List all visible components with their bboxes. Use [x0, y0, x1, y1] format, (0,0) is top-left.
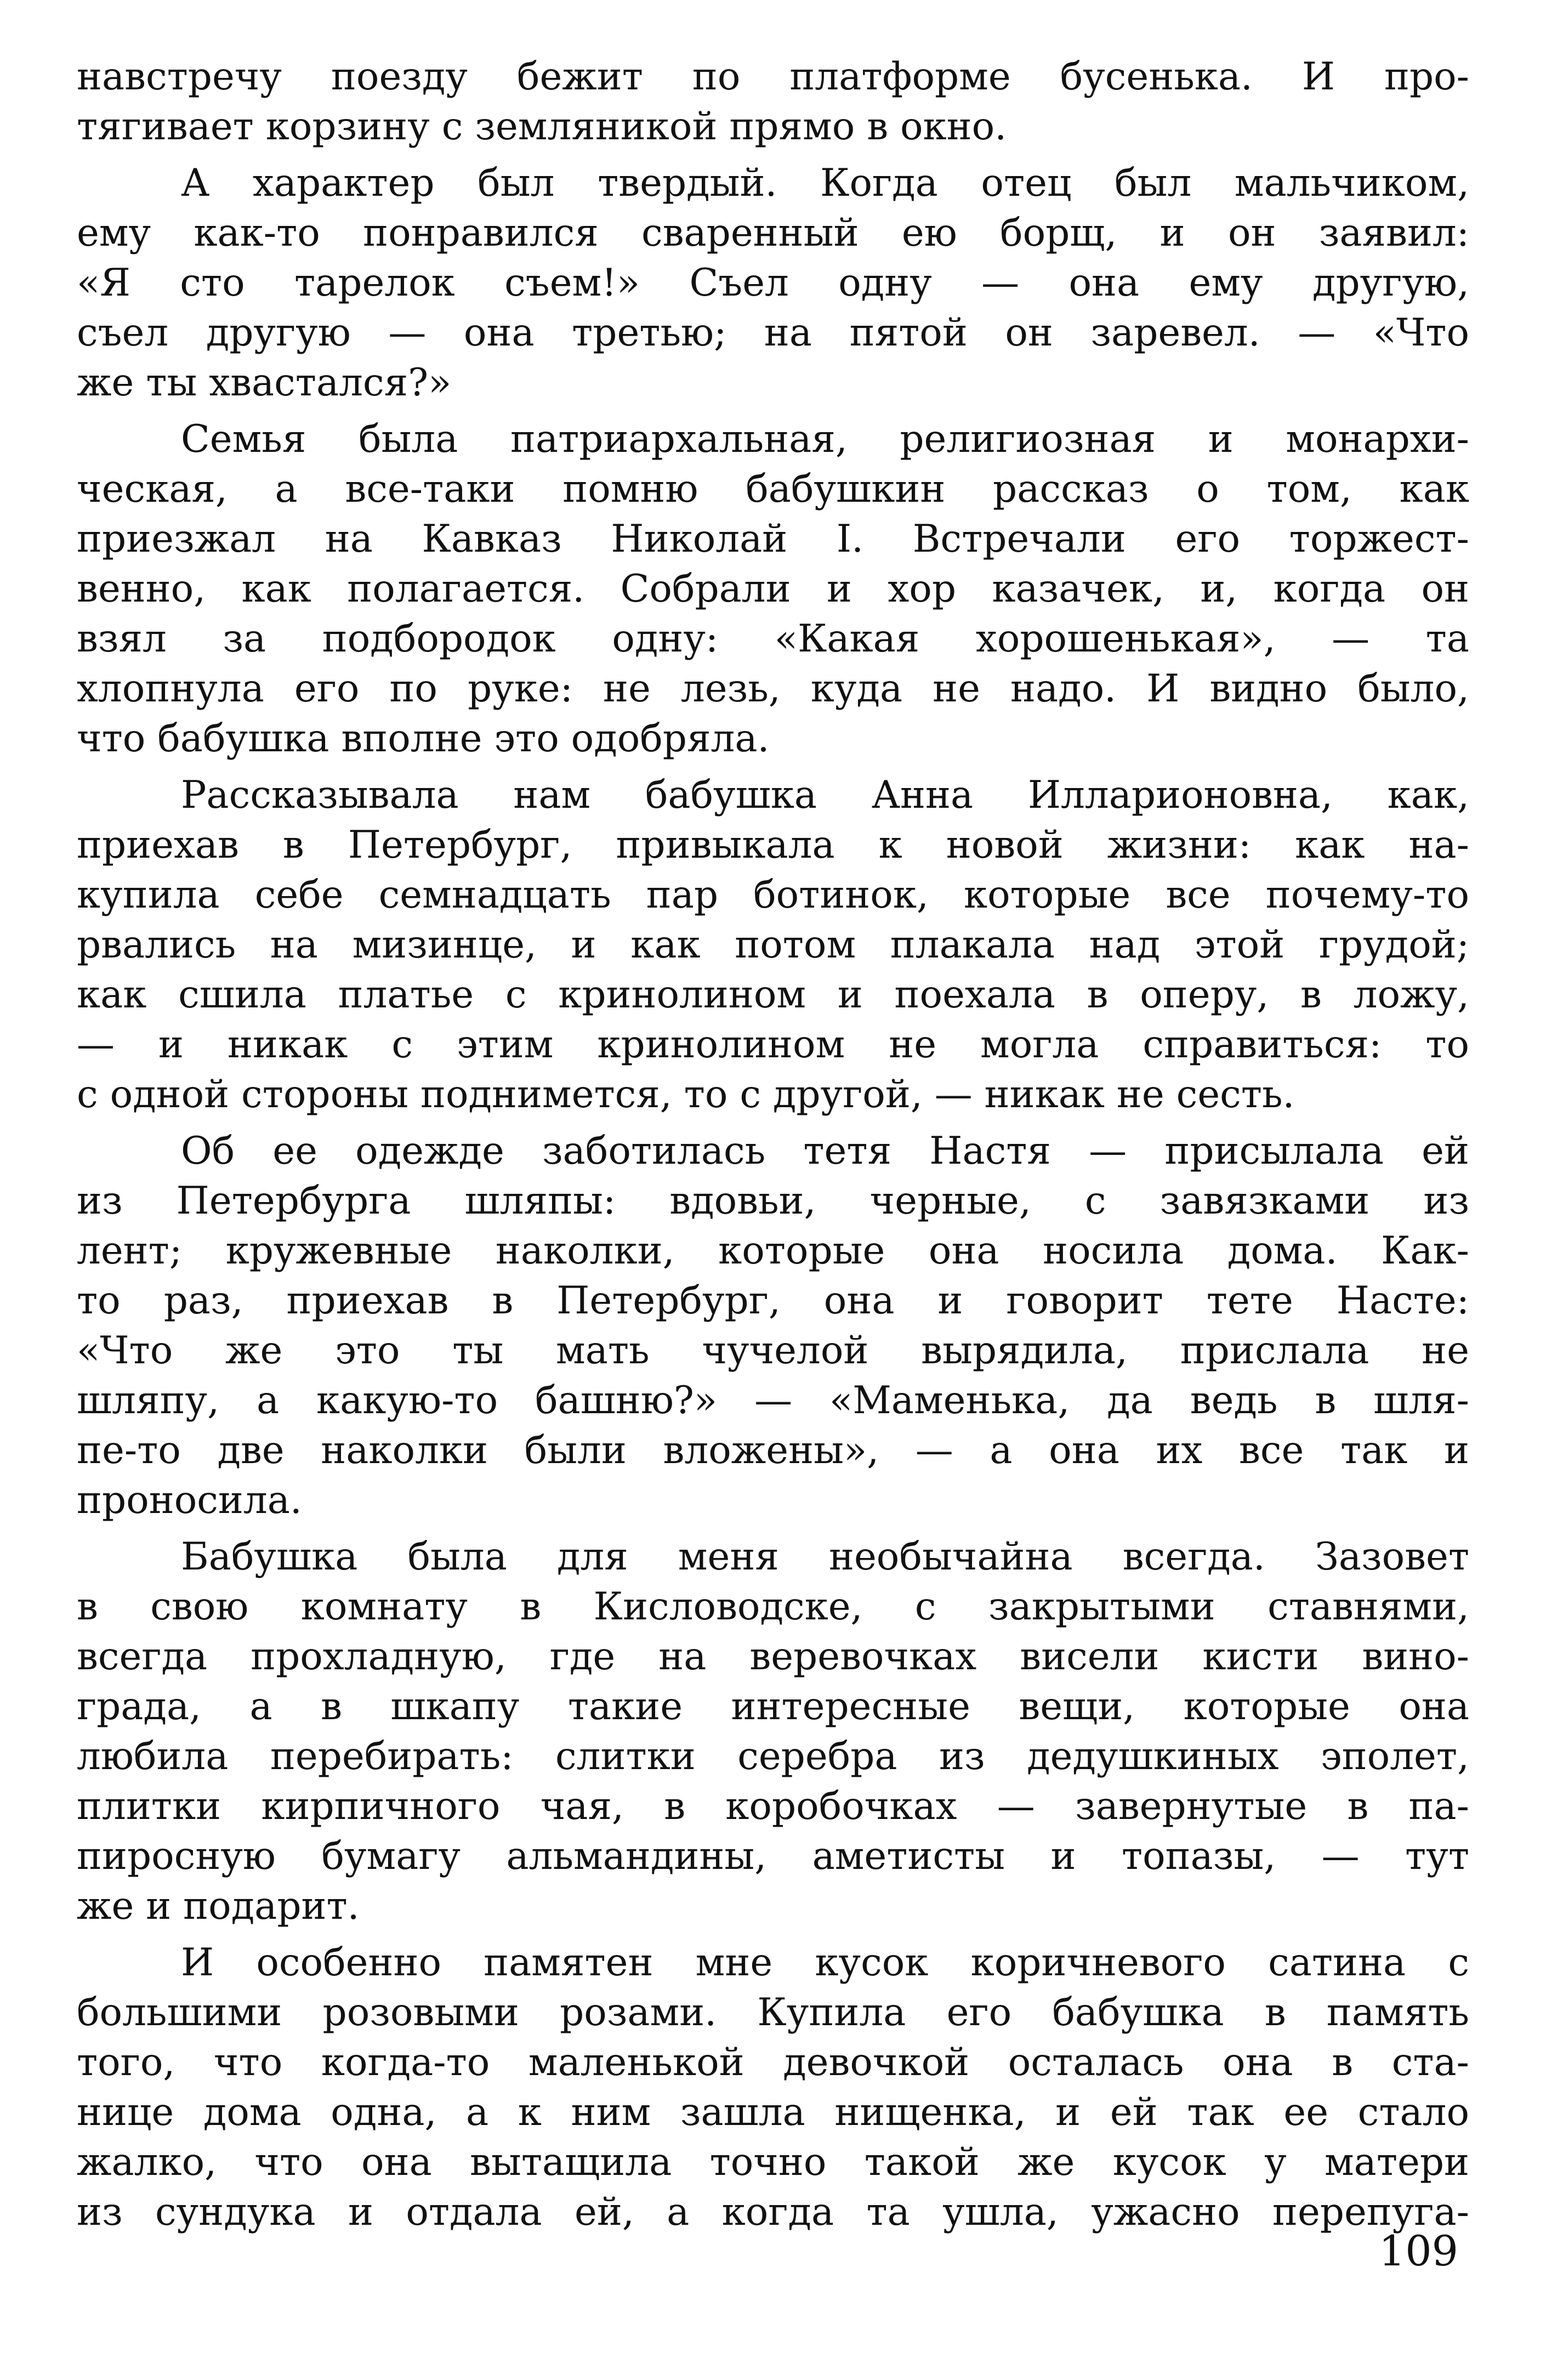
text-line: приезжал на Кавказ Николай I. Встречали его торжест- [77, 517, 1469, 561]
text-line: «Что же это ты мать чучелой вырядила, прислала не [77, 1329, 1469, 1373]
text-line: рвались на мизинце, и как потом плакала над этой грудой; [77, 923, 1469, 967]
text-line: Семья была патриархальная, религиозная и монархи- [181, 417, 1469, 461]
text-line: лент; кружевные наколки, которые она носила дома. Как- [77, 1229, 1469, 1273]
text-line: то раз, приехав в Петербург, она и говорит тете Насте: [77, 1279, 1469, 1323]
text-line: ему как-то понравился сваренный ею борщ, и он заявил: [77, 211, 1469, 255]
paragraph [77, 770, 1469, 1120]
paragraph-gap [77, 764, 1469, 770]
text-line: Рассказывала нам бабушка Анна Илларионовна, как, [181, 773, 1469, 817]
text-line: с одной стороны поднимется, то с другой, — никак не сесть. [77, 1073, 1295, 1117]
text-line: купила себе семнадцать пар ботинок, которые все почему-то [77, 873, 1469, 917]
text-line: Бабушка была для меня необычайна всегда. Зазовет [181, 1535, 1469, 1579]
paragraph-gap [77, 1526, 1469, 1532]
paragraph [77, 1938, 1469, 2237]
text-line: же ты хвастался?» [77, 361, 452, 405]
paragraph-gap [77, 152, 1469, 158]
text-line: А характер был твердый. Когда отец был мальчиком, [181, 161, 1469, 205]
paragraph-gap [77, 1120, 1469, 1126]
text-line: ческая, а все-таки помню бабушкин рассказ о том, как [77, 467, 1469, 511]
page-number: 109 [1378, 2226, 1458, 2275]
text-line: съел другую — она третью; на пятой он заревел. — «Что [77, 311, 1469, 355]
text-line: из Петербурга шляпы: вдовьи, черные, с завязками из [77, 1179, 1469, 1223]
text-line: шляпу, а какую-то башню?» — «Маменька, да ведь в шля- [77, 1379, 1469, 1423]
text-line: в свою комнату в Кисловодске, с закрытыми ставнями, [77, 1585, 1469, 1629]
text-line: Об ее одежде заботилась тетя Настя — присылала ей [181, 1129, 1469, 1173]
paragraph [77, 1126, 1469, 1526]
text-line: жалко, что она вытащила точно такой же кусок у матери [77, 2140, 1469, 2184]
text-line: всегда прохладную, где на веревочках висели кисти вино- [77, 1635, 1469, 1679]
paragraph [77, 1532, 1469, 1931]
text-line: приехав в Петербург, привыкала к новой жизни: как на- [77, 823, 1469, 867]
text-line: «Я сто тарелок съем!» Съел одну — она ему другую, [77, 261, 1469, 305]
text-line: того, что когда-то маленькой девочкой осталась она в ста- [77, 2041, 1469, 2084]
body-text [77, 52, 1469, 2237]
text-line: града, а в шкапу такие интересные вещи, которые она [77, 1685, 1469, 1729]
text-line: пиросную бумагу альмандины, аметисты и топазы, — тут [77, 1834, 1469, 1878]
text-line: как сшила платье с кринолином и поехала в оперу, в ложу, [77, 973, 1469, 1017]
text-line: пе-то две наколки были вложены», — а она их все так и [77, 1429, 1469, 1472]
text-line: взял за подбородок одну: «Какая хорошенькая», — та [77, 617, 1469, 661]
paragraph-gap [77, 408, 1469, 415]
text-line: хлопнула его по руке: не лезь, куда не надо. И видно было, [77, 667, 1469, 711]
text-line: большими розовыми розами. Купила его бабушка в память [77, 1991, 1469, 2035]
text-line: нице дома одна, а к ним зашла нищенка, и ей так ее стало [77, 2090, 1469, 2134]
text-line: И особенно памятен мне кусок коричневого сатина с [181, 1941, 1469, 1985]
paragraph [77, 52, 1469, 152]
paragraph [77, 415, 1469, 764]
text-line: проносила. [77, 1478, 302, 1522]
text-line: из сундука и отдала ей, а когда та ушла, ужасно перепуга- [77, 2190, 1469, 2234]
text-line: венно, как полагается. Собрали и хор казачек, и, когда он [77, 567, 1469, 611]
text-line: плитки кирпичного чая, в коробочках — завернутые в па- [77, 1784, 1469, 1828]
text-line: любила перебирать: слитки серебра из дедушкиных эполет, [77, 1735, 1469, 1778]
paragraph [77, 158, 1469, 408]
text-line: — и никак с этим кринолином не могла справиться: то [77, 1023, 1469, 1067]
paragraph-gap [77, 1931, 1469, 1938]
text-line: тягивает корзину с земляникой прямо в окно. [77, 105, 1007, 149]
text-line: навстречу поезду бежит по платформе бусенька. И про- [77, 55, 1469, 99]
text-line: же и подарит. [77, 1884, 360, 1928]
text-line: что бабушка вполне это одобряла. [77, 717, 770, 761]
